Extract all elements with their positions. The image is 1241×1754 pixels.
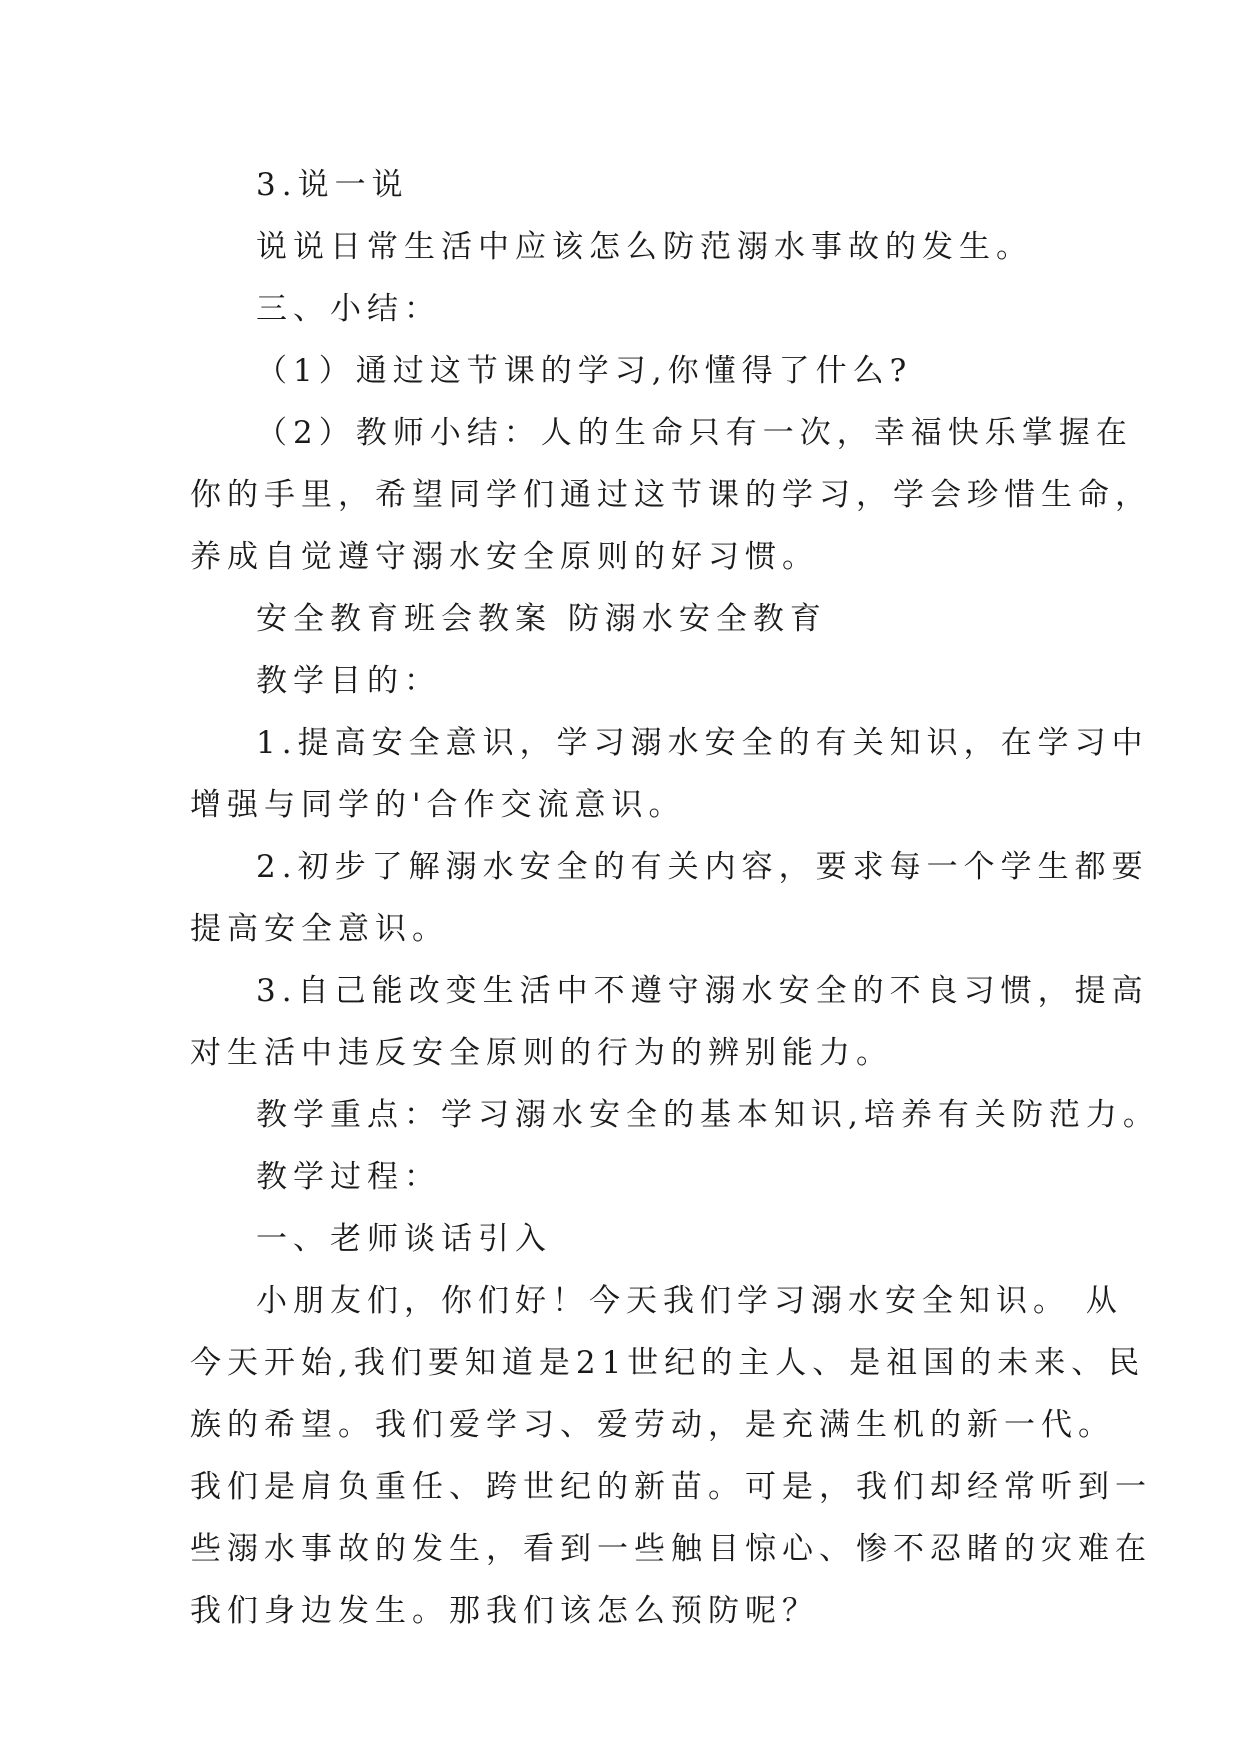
section-heading-summary: 三、小结： bbox=[256, 291, 441, 327]
paragraph-line: 说说日常生活中应该怎么防范溺水事故的发生。 bbox=[256, 229, 1033, 265]
paragraph-line: 2.初步了解溺水安全的有关内容，要求每一个学生都要 bbox=[256, 849, 1149, 885]
paragraph-line: 1.提高安全意识，学习溺水安全的有关知识，在学习中 bbox=[256, 725, 1149, 761]
paragraph-line: （2）教师小结：人的生命只有一次，幸福快乐掌握在 bbox=[256, 415, 1133, 451]
paragraph-line: 你的手里，希望同学们通过这节课的学习，学会珍惜生命， bbox=[190, 477, 1152, 513]
paragraph-line: 今天开始,我们要知道是21世纪的主人、是祖国的未来、民 bbox=[190, 1345, 1146, 1381]
section-heading-process: 教学过程： bbox=[256, 1159, 441, 1195]
paragraph-line: 小朋友们，你们好！今天我们学习溺水安全知识。 从 bbox=[256, 1283, 1123, 1319]
paragraph-line: 我们身边发生。那我们该怎么预防呢？ bbox=[190, 1593, 819, 1629]
section-heading-intro: 一、老师谈话引入 bbox=[256, 1221, 552, 1257]
paragraph-line: 对生活中违反安全原则的行为的辨别能力。 bbox=[190, 1035, 893, 1071]
paragraph-line: 提高安全意识。 bbox=[190, 911, 449, 947]
paragraph-line: 我们是肩负重任、跨世纪的新苗。可是，我们却经常听到一 bbox=[190, 1469, 1152, 1505]
paragraph-line: 3.自己能改变生活中不遵守溺水安全的不良习惯，提高 bbox=[256, 973, 1149, 1009]
paragraph-line: 些溺水事故的发生，看到一些触目惊心、惨不忍睹的灾难在 bbox=[190, 1531, 1152, 1567]
paragraph-line: 养成自觉遵守溺水安全原则的好习惯。 bbox=[190, 539, 819, 575]
paragraph-line: （1）通过这节课的学习,你懂得了什么? bbox=[256, 353, 913, 389]
section-heading-say: 3.说一说 bbox=[256, 167, 409, 203]
paragraph-line: 族的希望。我们爱学习、爱劳动，是充满生机的新一代。 bbox=[190, 1407, 1115, 1443]
paragraph-line: 教学重点：学习溺水安全的基本知识,培养有关防范力。 bbox=[256, 1097, 1160, 1133]
section-heading-objectives: 教学目的： bbox=[256, 663, 441, 699]
paragraph-line: 增强与同学的'合作交流意识。 bbox=[190, 787, 686, 823]
document-title: 安全教育班会教案 防溺水安全教育 bbox=[256, 601, 827, 637]
